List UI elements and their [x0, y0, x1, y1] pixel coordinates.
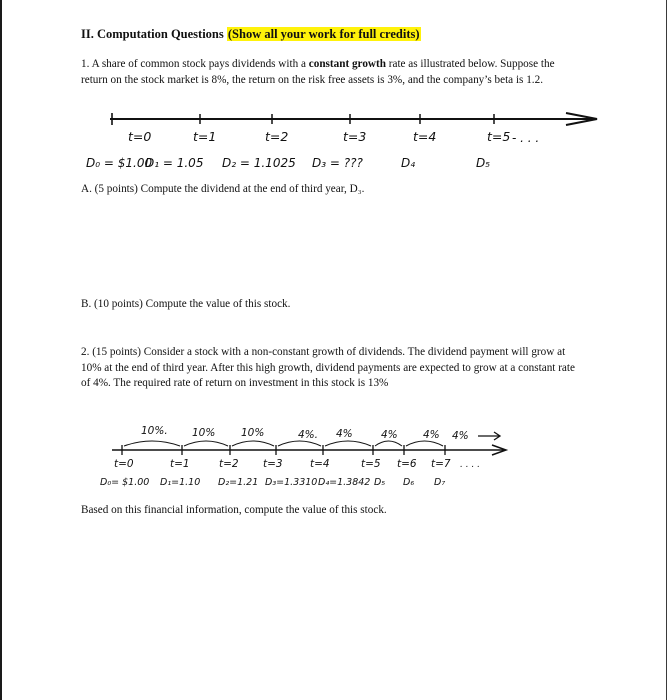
timeline-2-growth-rate: 4%	[452, 430, 469, 442]
timeline-2-growth-rate: 10%	[241, 427, 265, 439]
question-1-rest: rate as illustrated below. Suppose the return on the stock market is 8%, the return on the risk free assets is 3%, and the company’s beta is 1.2.	[81, 58, 555, 86]
timeline-2-growth-rate: 4%	[381, 429, 398, 441]
section-title-text: II. Computation Questions	[81, 27, 224, 41]
timeline-2-time-label: t=7	[431, 458, 451, 470]
timeline-2-dividend-label: D₄=1.3842	[318, 477, 371, 488]
timeline-2-dividend-label: D₃=1.3310	[265, 477, 318, 488]
timeline-2-dividend-label: D₆	[403, 477, 415, 488]
timeline-2-time-label: t=2	[219, 458, 239, 470]
highlighted-instruction: (Show all your work for full credits)	[227, 27, 420, 41]
timeline-2-growth-rate: 10%	[192, 427, 216, 439]
question-2-text: 2. (15 points) Consider a stock with a non-constant growth of dividends. The dividend payment will grow at 10% at the end of third year. After this high growth, dividend payments are expected to grow at a constant rate of 4%. The required rate of return on investment in this stock is 13%	[81, 346, 575, 389]
timeline-1-dividend-label: D₄	[401, 156, 416, 170]
timeline-2-dividend-label: D₀= $1.00	[100, 477, 150, 488]
timeline-2-continuation-dots: . . . .	[460, 460, 481, 470]
timeline-1-axis	[110, 113, 597, 125]
timeline-1-time-label: t=0	[128, 129, 152, 144]
timeline-2-dividend-label: D₂=1.21	[218, 477, 259, 488]
timeline-2-time-label: t=0	[114, 458, 134, 470]
timeline-1-time-label: t=1	[193, 129, 217, 144]
timeline-2-time-label: t=5	[361, 458, 381, 470]
timeline-1-dividend-label: D₃ = ???	[312, 156, 363, 170]
part-b-question: B. (10 points) Compute the value of this stock.	[81, 298, 291, 310]
timeline-1-continuation-dots: - . . .	[512, 131, 540, 145]
timeline-2-growth-rate: 10%.	[141, 425, 168, 437]
question-1-bold-term: constant growth	[308, 58, 386, 70]
timeline-2-time-label: t=1	[170, 458, 190, 470]
timeline-1-dividend-label: D₀ = $1.00	[86, 156, 153, 170]
timeline-2-time-label: t=4	[310, 458, 330, 470]
timeline-1-dividend-label: D₂ = 1.1025	[222, 156, 296, 170]
timeline-1-time-label: t=4	[413, 129, 437, 144]
timeline-2-growth-rate: 4%	[336, 428, 353, 440]
timeline-2-dividend-label: D₅	[374, 477, 386, 488]
question-1-intro: 1. A share of common stock pays dividends with a	[81, 58, 309, 70]
question-2-prompt: Based on this financial information, compute the value of this stock.	[81, 504, 387, 516]
timeline-1-time-label: t=3	[343, 129, 367, 144]
timeline-1-dividend-label: D₅	[476, 156, 491, 170]
timeline-1-time-label: t=2	[265, 129, 289, 144]
timeline-2-dividend-label: D₇	[434, 477, 446, 488]
timeline-1-time-label: t=5	[487, 129, 511, 144]
part-a-question: A. (5 points) Compute the dividend at the end of third year, D₃.	[81, 183, 365, 195]
timeline-1-dividend-label: D₁ = 1.05	[145, 156, 204, 170]
timeline-1-dividends	[86, 156, 490, 170]
timeline-1-times	[128, 129, 510, 144]
timeline-2-time-label: t=3	[263, 458, 283, 470]
timeline-2-dividend-label: D₁=1.10	[160, 477, 201, 488]
timeline-2-time-label: t=6	[397, 458, 417, 470]
timeline-2-growth-rate: 4%	[423, 429, 440, 441]
timeline-2-growth-rate: 4%.	[298, 429, 318, 441]
